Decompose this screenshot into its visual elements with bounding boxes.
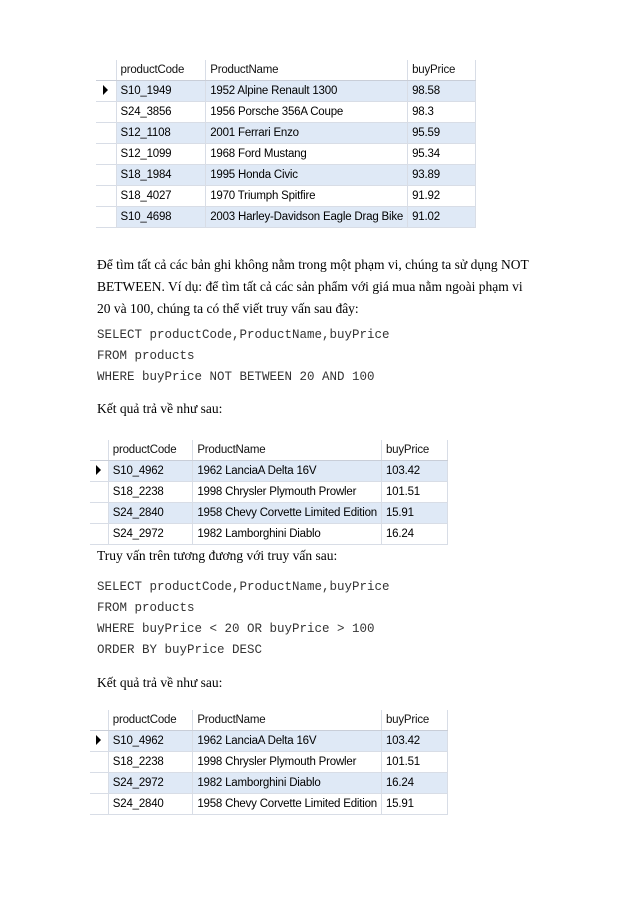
column-header[interactable]: ProductName xyxy=(206,60,408,81)
row-selector[interactable] xyxy=(90,752,108,773)
table-cell[interactable]: S10_4698 xyxy=(116,207,206,228)
table-cell[interactable]: 95.34 xyxy=(408,144,476,165)
table-row[interactable] xyxy=(90,482,448,503)
query-2 xyxy=(97,577,390,661)
table-cell[interactable]: S24_2972 xyxy=(108,524,193,545)
query-1-line: FROM products xyxy=(97,349,195,363)
result-grid-2 xyxy=(90,440,448,545)
table-cell[interactable]: 1958 Chevy Corvette Limited Edition xyxy=(193,794,382,815)
table-cell[interactable]: 1962 LanciaA Delta 16V xyxy=(193,461,382,482)
row-selector[interactable] xyxy=(96,102,116,123)
row-selector[interactable] xyxy=(96,207,116,228)
table-row[interactable] xyxy=(90,731,448,752)
table-cell[interactable]: S18_2238 xyxy=(108,752,193,773)
table-row[interactable] xyxy=(90,524,448,545)
column-header[interactable]: ProductName xyxy=(193,440,382,461)
current-row-arrow-icon xyxy=(103,85,108,95)
table-row[interactable] xyxy=(96,165,476,186)
table-cell[interactable]: S18_4027 xyxy=(116,186,206,207)
grid-corner xyxy=(90,440,108,461)
grid-corner xyxy=(96,60,116,81)
table-cell[interactable]: S10_4962 xyxy=(108,731,193,752)
row-selector[interactable] xyxy=(96,144,116,165)
table-cell[interactable]: 1952 Alpine Renault 1300 xyxy=(206,81,408,102)
row-selector[interactable] xyxy=(90,794,108,815)
table-cell[interactable]: S12_1099 xyxy=(116,144,206,165)
table-cell[interactable]: S18_1984 xyxy=(116,165,206,186)
grid-corner xyxy=(90,710,108,731)
table-row[interactable] xyxy=(96,144,476,165)
table-cell[interactable]: S24_2972 xyxy=(108,773,193,794)
table-cell[interactable]: S10_4962 xyxy=(108,461,193,482)
table-cell[interactable]: 15.91 xyxy=(381,503,447,524)
query-1-line: SELECT productCode,ProductName,buyPrice xyxy=(97,328,390,342)
table-cell[interactable]: 16.24 xyxy=(381,773,447,794)
column-header[interactable]: productCode xyxy=(108,440,193,461)
table-cell[interactable]: 93.89 xyxy=(408,165,476,186)
current-row-arrow-icon xyxy=(96,735,101,745)
table-cell[interactable]: 1956 Porsche 356A Coupe xyxy=(206,102,408,123)
equivalent-caption: Truy vấn trên tương đương với truy vấn sau: xyxy=(97,548,338,563)
table-cell[interactable]: 1998 Chrysler Plymouth Prowler xyxy=(193,752,382,773)
column-header[interactable]: productCode xyxy=(116,60,206,81)
table-row[interactable] xyxy=(96,186,476,207)
row-selector[interactable] xyxy=(96,123,116,144)
query-1 xyxy=(97,325,390,388)
table-cell[interactable]: 1998 Chrysler Plymouth Prowler xyxy=(193,482,382,503)
table-cell[interactable]: 103.42 xyxy=(381,731,447,752)
result-grid-1 xyxy=(96,60,476,228)
current-row-arrow-icon xyxy=(96,465,101,475)
row-selector[interactable] xyxy=(96,186,116,207)
column-header[interactable]: buyPrice xyxy=(408,60,476,81)
result-caption-2: Kết quả trả về như sau: xyxy=(97,675,223,690)
table-cell[interactable]: 1962 LanciaA Delta 16V xyxy=(193,731,382,752)
table-cell[interactable]: 98.3 xyxy=(408,102,476,123)
query-2-line: SELECT productCode,ProductName,buyPrice xyxy=(97,580,390,594)
table-row[interactable] xyxy=(96,81,476,102)
intro-paragraph: Để tìm tất cả các bản ghi không nằm trong một phạm vi, chúng ta sử dụng NOT BETWEEN. Ví dụ: để tìm tất cả các sản phẩm với giá mua nằm ngoài phạm vi 20 và 100, chúng ta có thể viết truy vấn sau đây: xyxy=(97,257,529,316)
table-cell[interactable]: S10_1949 xyxy=(116,81,206,102)
query-2-line: WHERE buyPrice < 20 OR buyPrice > 100 xyxy=(97,622,375,636)
table-cell[interactable]: 91.92 xyxy=(408,186,476,207)
table-cell[interactable]: 103.42 xyxy=(381,461,447,482)
row-selector[interactable] xyxy=(90,524,108,545)
column-header[interactable]: productCode xyxy=(108,710,193,731)
result-caption-1: Kết quả trả về như sau: xyxy=(97,401,223,416)
result-grid-3 xyxy=(90,710,448,815)
row-selector[interactable] xyxy=(90,461,108,482)
table-cell[interactable]: 1958 Chevy Corvette Limited Edition xyxy=(193,503,382,524)
row-selector[interactable] xyxy=(96,165,116,186)
table-cell[interactable]: 1982 Lamborghini Diablo xyxy=(193,773,382,794)
table-cell[interactable]: 101.51 xyxy=(381,752,447,773)
table-cell[interactable]: 1968 Ford Mustang xyxy=(206,144,408,165)
table-row[interactable] xyxy=(90,794,448,815)
query-2-line: ORDER BY buyPrice DESC xyxy=(97,643,263,657)
table-cell[interactable]: 1970 Triumph Spitfire xyxy=(206,186,408,207)
table-cell[interactable]: 98.58 xyxy=(408,81,476,102)
row-selector[interactable] xyxy=(90,503,108,524)
table-cell[interactable]: 91.02 xyxy=(408,207,476,228)
table-cell[interactable]: S24_2840 xyxy=(108,503,193,524)
column-header[interactable]: ProductName xyxy=(193,710,382,731)
row-selector[interactable] xyxy=(96,81,116,102)
row-selector[interactable] xyxy=(90,773,108,794)
table-cell[interactable]: 2001 Ferrari Enzo xyxy=(206,123,408,144)
table-row[interactable] xyxy=(90,461,448,482)
table-cell[interactable]: 1995 Honda Civic xyxy=(206,165,408,186)
table-cell[interactable]: S12_1108 xyxy=(116,123,206,144)
table-cell[interactable]: S24_2840 xyxy=(108,794,193,815)
table-cell[interactable]: S18_2238 xyxy=(108,482,193,503)
table-row[interactable] xyxy=(90,752,448,773)
table-cell[interactable]: 15.91 xyxy=(381,794,447,815)
table-row[interactable] xyxy=(96,102,476,123)
column-header[interactable]: buyPrice xyxy=(381,440,447,461)
query-2-line: FROM products xyxy=(97,601,195,615)
table-cell[interactable]: 95.59 xyxy=(408,123,476,144)
table-cell[interactable]: 16.24 xyxy=(381,524,447,545)
column-header[interactable]: buyPrice xyxy=(381,710,447,731)
row-selector[interactable] xyxy=(90,731,108,752)
table-cell[interactable]: 2003 Harley-Davidson Eagle Drag Bike xyxy=(206,207,408,228)
table-cell[interactable]: 101.51 xyxy=(381,482,447,503)
query-1-line: WHERE buyPrice NOT BETWEEN 20 AND 100 xyxy=(97,370,375,384)
table-row[interactable] xyxy=(96,123,476,144)
table-cell[interactable]: 1982 Lamborghini Diablo xyxy=(193,524,382,545)
table-cell[interactable]: S24_3856 xyxy=(116,102,206,123)
row-selector[interactable] xyxy=(90,482,108,503)
table-row[interactable] xyxy=(90,773,448,794)
table-row[interactable] xyxy=(90,503,448,524)
table-row[interactable] xyxy=(96,207,476,228)
